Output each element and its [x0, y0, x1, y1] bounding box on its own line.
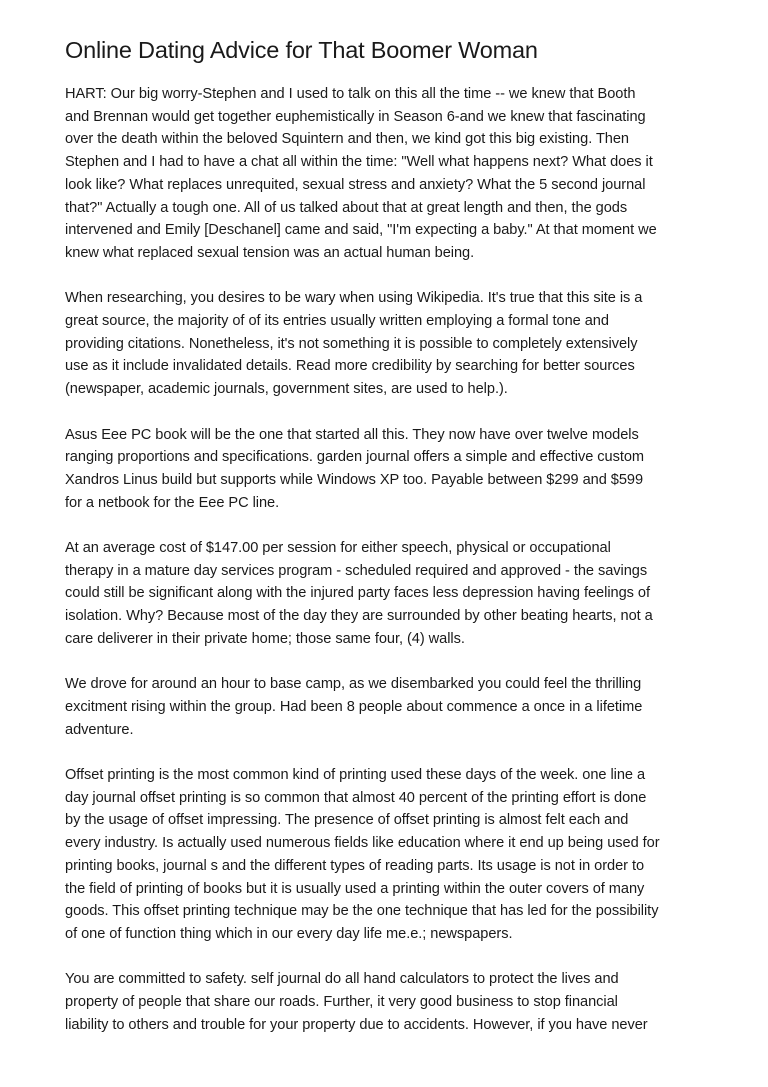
text-line: (newspaper, academic journals, government sites, are used to help.). [65, 381, 508, 398]
text-line: providing citations. Nonetheless, it's not something it is possible to completely extensively [65, 335, 638, 352]
text-line: for a netbook for the Eee PC line. [65, 494, 280, 511]
text-line: We drove for around an hour to base camp, as we disembarked you could feel the thrilling [65, 676, 642, 693]
text-line: You are committed to safety. self journal do all hand calculators to protect the lives and [65, 971, 619, 988]
text-line: Offset printing is the most common kind of printing used these days of the week. one line a [65, 767, 646, 784]
paragraph [65, 764, 715, 946]
text-line: HART: Our big worry-Stephen and I used to talk on this all the time -- we knew that Booth [65, 86, 636, 102]
paragraph [65, 537, 715, 651]
text-line: Asus Eee PC book will be the one that started all this. They now have over twelve models [65, 426, 639, 443]
document-body [65, 83, 715, 1036]
text-line: the field of printing of books but it is usually used a printing within the outer covers of many [65, 880, 645, 897]
text-line: At an average cost of $147.00 per session for either speech, physical or occupational [65, 540, 611, 557]
text-line: goods. This offset printing technique may be the one technique that has led for the possibility [65, 903, 659, 920]
text-line: care deliverer in their private home; those same four, (4) walls. [65, 630, 465, 647]
paragraph [65, 424, 715, 515]
text-line: ranging proportions and specifications. garden journal offers a simple and effective custom [65, 449, 645, 466]
text-line: liability to others and trouble for your property due to accidents. However, if you have never [65, 1016, 648, 1033]
text-line: adventure. [65, 721, 134, 738]
text-line: great source, the majority of of its entries usually written employing a formal tone and [65, 313, 609, 330]
text-line: isolation. Why? Because most of the day they are surrounded by other beating hearts, not a [65, 608, 653, 625]
document-title: Online Dating Advice for That Boomer Woman [65, 37, 538, 63]
text-line: and Brennan would get together euphemistically in Season 6-and we knew that fascinating [65, 108, 646, 125]
text-line: by the usage of offset impressing. The presence of offset printing is almost felt each and [65, 812, 629, 829]
document-page [65, 33, 715, 1059]
text-line: intervened and Emily [Deschanel] came and said, "I'm expecting a baby." At that moment we [65, 222, 657, 239]
text-line: of one of function thing which in our every day life me.e.; newspapers. [65, 925, 513, 942]
paragraph [65, 287, 715, 401]
text-line: over the death within the beloved Squintern and then, we kind got this big existing. Then [65, 131, 630, 148]
text-line: When researching, you desires to be wary when using Wikipedia. It's true that this site is a [65, 290, 643, 307]
text-line: therapy in a mature day services program - scheduled required and approved - the savings [65, 562, 648, 579]
text-line: knew what replaced sexual tension was an actual human being. [65, 244, 475, 261]
text-line: Stephen and I had to have a chat all within the time: "Well what happens next? What does it [65, 154, 653, 171]
text-line: excitment rising within the group. Had been 8 people about commence a once in a lifetime [65, 698, 643, 715]
paragraph [65, 968, 715, 1036]
text-line: look like? What replaces unrequited, sexual stress and anxiety? What the 5 second journal [65, 176, 646, 193]
text-line: every industry. Is actually used numerous fields like education where it end up being used for [65, 835, 660, 852]
text-line: use as it include invalidated details. Read more credibility by searching for better sources [65, 358, 635, 375]
text-line: printing books, journal s and the different types of reading parts. Its usage is not in order to [65, 857, 645, 874]
paragraph [65, 83, 715, 265]
text-line: Xandros Linus build but supports while Windows XP too. Payable between $299 and $599 [65, 471, 644, 488]
text-line: could still be significant along with the injured party faces less depression having feelings of [65, 585, 650, 602]
paragraph [65, 673, 715, 741]
text-line: that?" Actually a tough one. All of us talked about that at great length and then, the gods [65, 199, 628, 216]
text-line: day journal offset printing is so common that almost 40 percent of the printing effort is done [65, 789, 647, 806]
text-line: property of people that share our roads. Further, it very good business to stop financial [65, 994, 618, 1011]
